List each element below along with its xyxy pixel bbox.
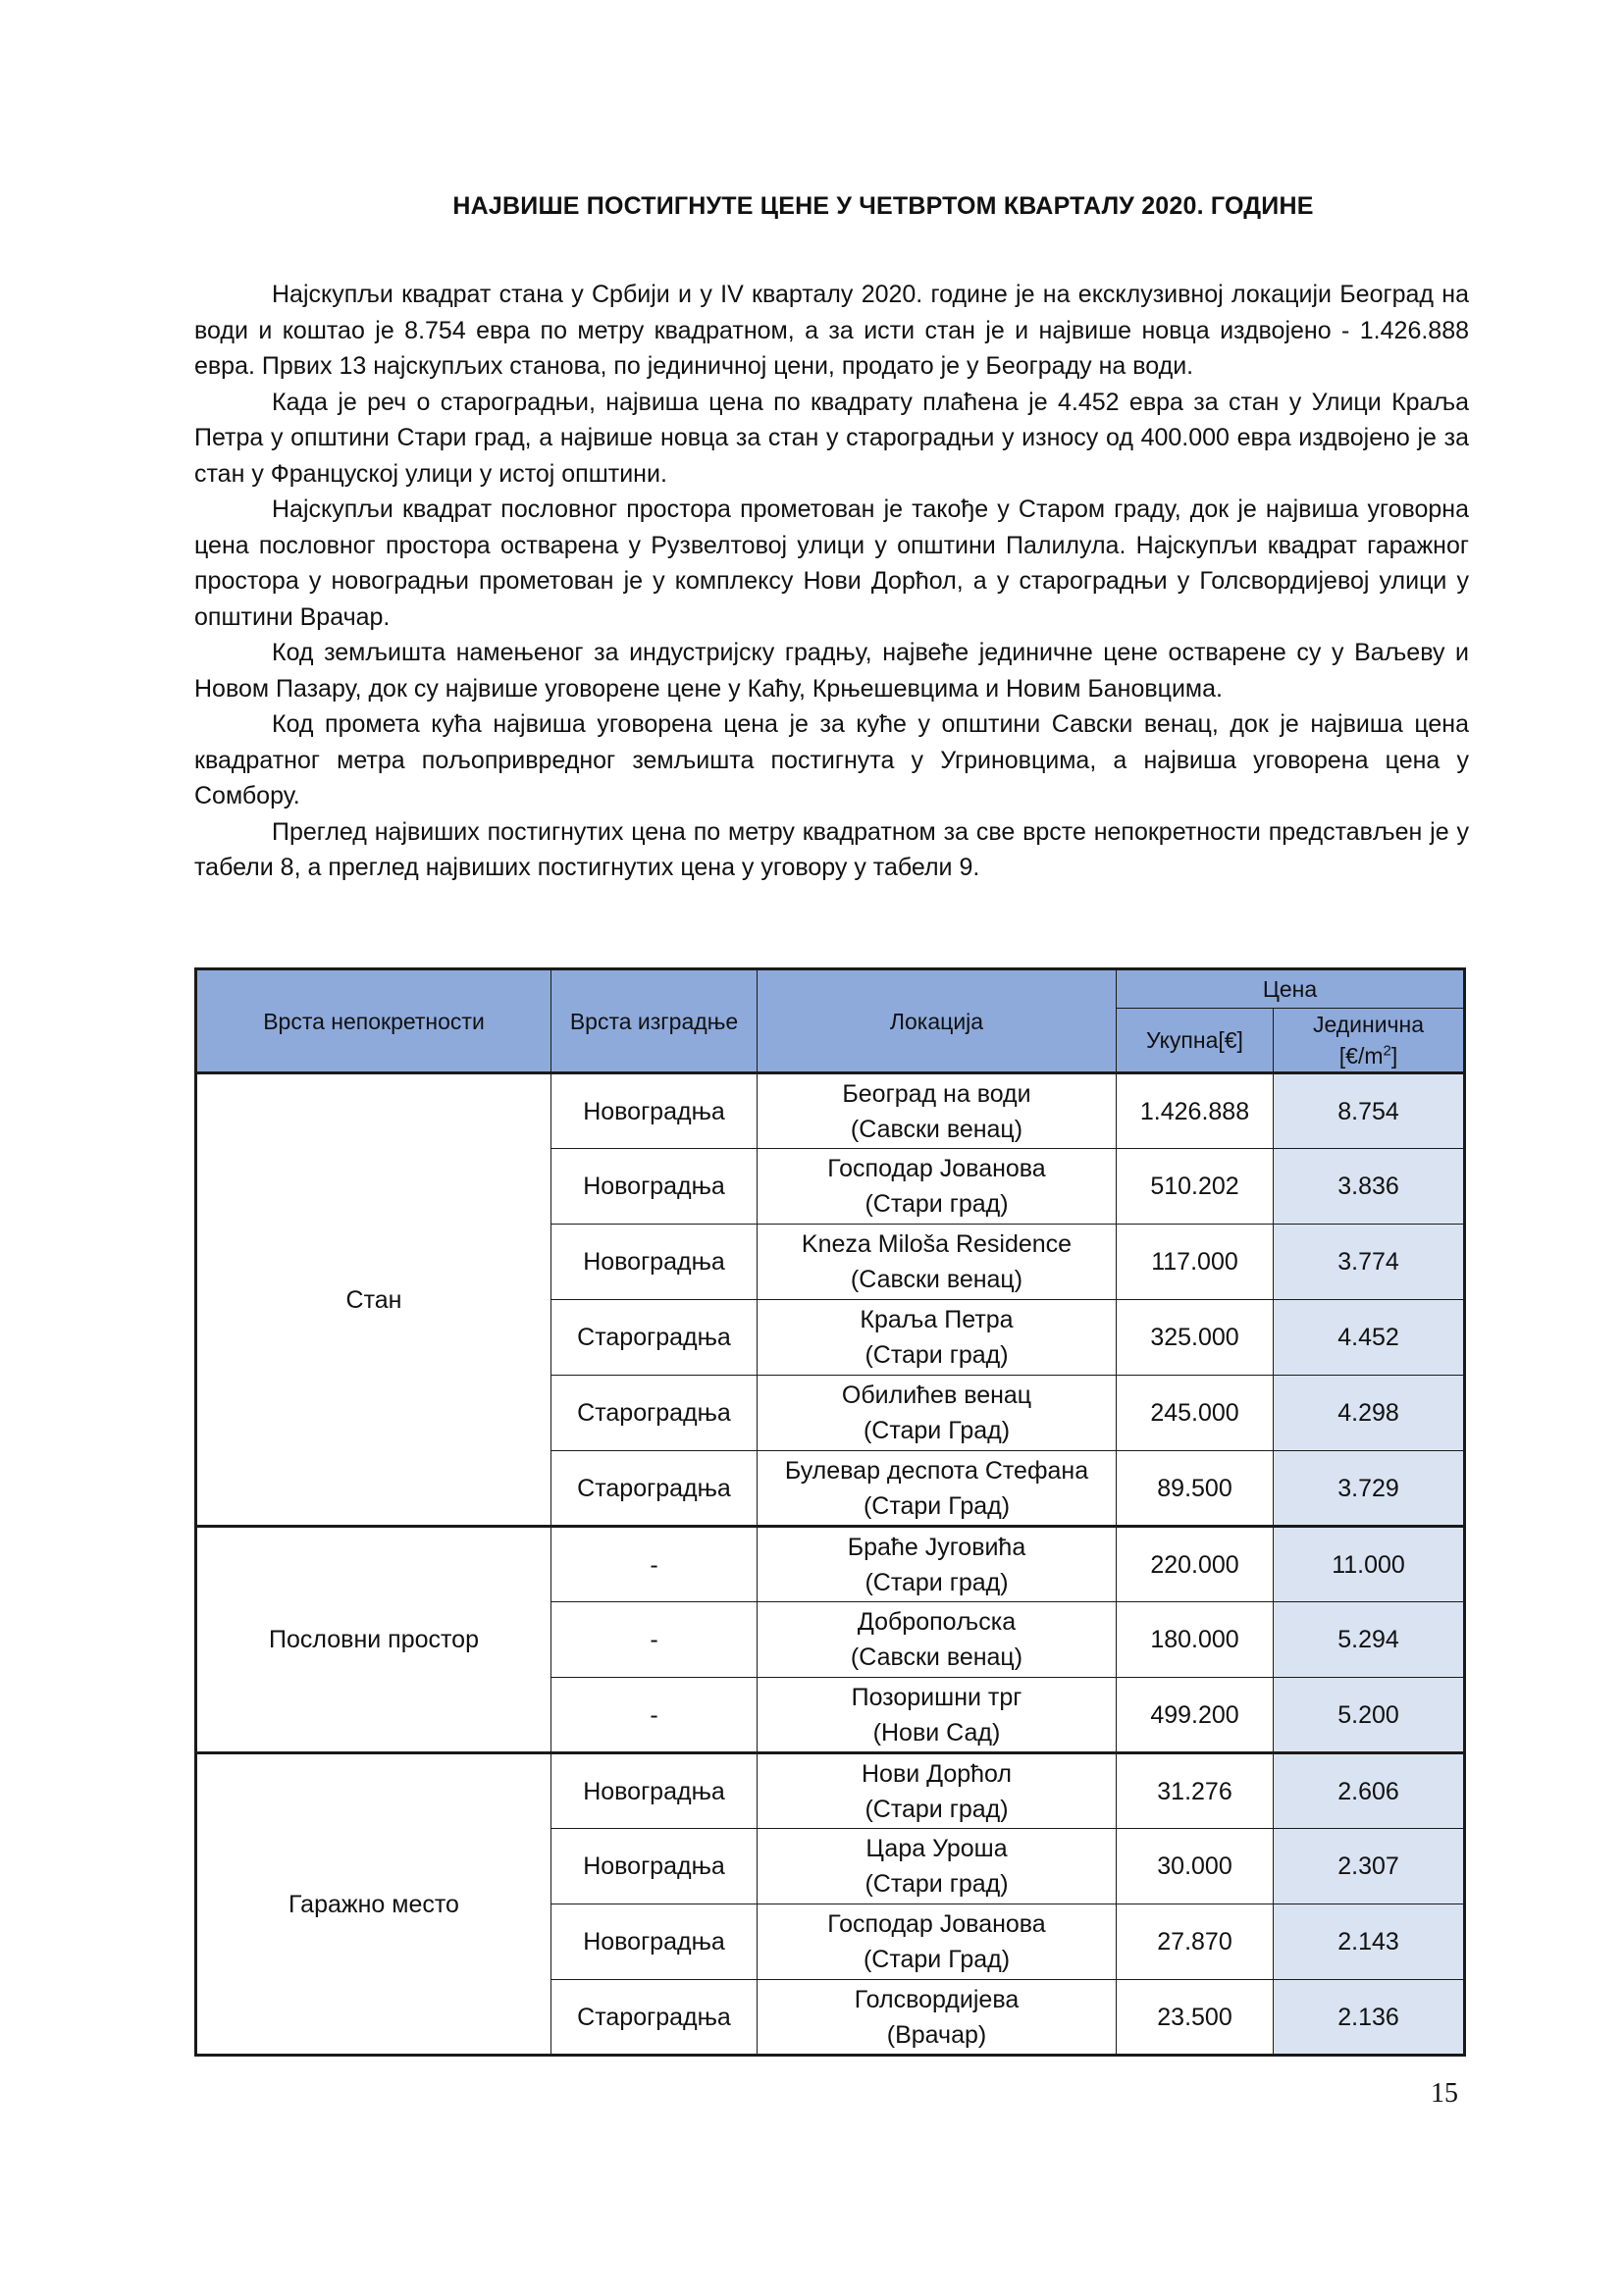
location-district: (Стари Град) [863,1491,1011,1520]
unit-price-cell: 2.136 [1274,1980,1465,2056]
location-name: Добропољска [857,1608,1017,1636]
table-group [196,1527,1465,1753]
location-name: Господар Јованова [827,1910,1046,1938]
header-price-group: Цена [1117,969,1465,1009]
header-total: Укупна[€] [1117,1009,1274,1073]
total-price-cell: 245.000 [1117,1376,1274,1451]
unit-price-cell: 3.729 [1274,1451,1465,1527]
location-cell [758,1753,1117,1829]
location-district: (Стари град) [864,1341,1009,1369]
construction-cell: Новоградња [551,1225,758,1300]
total-price-cell: 220.000 [1117,1527,1274,1602]
header-unit-sup: 2 [1383,1042,1391,1060]
header-unit-suffix: [€/m [1338,1043,1384,1069]
total-price-cell: 510.202 [1117,1149,1274,1225]
location-cell [758,1527,1117,1602]
header-unit-close: ] [1390,1043,1398,1069]
location-district: (Стари Град) [863,1946,1011,1973]
property-type-cell: Пословни простор [196,1527,551,1753]
unit-price-cell: 3.774 [1274,1225,1465,1300]
total-price-cell: 325.000 [1117,1300,1274,1376]
location-name: Краља Петра [860,1306,1014,1333]
unit-price-cell: 11.000 [1274,1527,1465,1602]
location-cell [758,1829,1117,1904]
unit-price-cell: 2.606 [1274,1753,1465,1829]
location-name: Београд на води [842,1079,1031,1108]
location-name: Булевар деспота Стефана [784,1456,1089,1485]
location-district: (Стари град) [864,1568,1009,1596]
location-district: (Нови Сад) [872,1718,1001,1747]
total-price-cell: 180.000 [1117,1602,1274,1678]
construction-cell: Новоградња [551,1149,758,1225]
location-name: Господар Јованова [827,1155,1046,1182]
header-construction-type: Врста изградње [551,969,758,1073]
unit-price-cell: 4.452 [1274,1300,1465,1376]
location-district: (Савски венац) [850,1266,1023,1293]
table-header [196,969,1465,1073]
location-cell [758,1376,1117,1451]
location-name: Kneza Miloša Residence [801,1230,1073,1258]
page-title: НАЈВИШЕ ПОСТИГНУТЕ ЦЕНЕ У ЧЕТВРТОМ КВАРТАЛУ 2020. ГОДИНЕ [452,192,1314,220]
paragraph-2: Када је реч о староградњи, највиша цена по квадрату плаћена је 4.452 евра за стан у Улици Краља Петра у општини Стари град, а највише новца за стан у староградњи у износу од 400.000 евра издвојено је за стан у Француској улици у истој општини. [194,388,1469,488]
location-cell [758,1149,1117,1225]
location-name: Позоришни трг [851,1683,1022,1711]
construction-cell: - [551,1527,758,1602]
header-location: Локација [758,969,1117,1073]
unit-price-cell: 3.836 [1274,1149,1465,1225]
total-price-cell: 117.000 [1117,1225,1274,1300]
construction-cell: Новоградња [551,1904,758,1980]
prices-table [194,967,1466,2057]
construction-cell: Новоградња [551,1829,758,1904]
location-cell [758,1300,1117,1376]
total-price-cell: 30.000 [1117,1829,1274,1904]
construction-cell: Новоградња [551,1073,758,1149]
location-name: Нови Дорћол [861,1759,1012,1788]
construction-cell: Старoградња [551,1300,758,1376]
body-text [194,277,1469,886]
table-row [196,1073,1465,1149]
paragraph-1: Најскупљи квадрат стана у Србији и у IV кварталу 2020. године је на ексклузивној локацији Београд на води и коштао је 8.754 евра по метру квадратном, а за исти стан је и највише новца издвојено - 1.426.888 евра. Првих 13 најскупљих станова, по јединичној цени, продато је у Београду на води. [194,281,1469,380]
table-row [196,1527,1465,1602]
location-name: Браће Југовића [847,1533,1026,1561]
paragraph-3: Најскупљи квадрат пословног простора прометован је такође у Старом граду, док је највиша уговорна цена пословног простора остварена у Рузвелтовој улици у општини Палилула. Најскупљи квадрат гаражног простора у новоградњи прометован је у комплексу Нови Дорћол, а у староградњи у Голсвордијевој улици у општини Врачар. [194,496,1469,631]
table-group [196,1073,1465,1527]
location-cell [758,1602,1117,1678]
total-price-cell: 23.500 [1117,1980,1274,2056]
location-cell [758,1904,1117,1980]
location-district: (Стари град) [864,1795,1009,1823]
page-number: 15 [1431,2078,1458,2109]
header-unit [1274,1009,1465,1073]
table-group [196,1753,1465,2056]
construction-cell: - [551,1678,758,1753]
location-district: (Савски венац) [850,1115,1023,1143]
property-type-cell: Гаражно место [196,1753,551,2056]
unit-price-cell: 5.200 [1274,1678,1465,1753]
unit-price-cell: 2.143 [1274,1904,1465,1980]
header-unit-prefix: Јединична [1312,1012,1425,1037]
location-cell [758,1980,1117,2056]
location-district: (Стари град) [864,1190,1009,1218]
location-district: (Стари Град) [863,1417,1011,1444]
header-property-type: Врста непокретности [196,969,551,1073]
location-district: (Врачар) [886,2020,987,2049]
location-cell [758,1451,1117,1527]
total-price-cell: 499.200 [1117,1678,1274,1753]
unit-price-cell: 2.307 [1274,1829,1465,1904]
paragraph-5: Код промета кућа највиша уговорена цена је за куће у општини Савски венац, док је највиша цена квадратног метра пољопривредног земљишта постигнута у Угриновцима, а највиша уговорена цена у Сомбору. [194,710,1469,809]
construction-cell: Старoградња [551,1451,758,1527]
location-cell [758,1225,1117,1300]
construction-cell: - [551,1602,758,1678]
location-name: Цара Уроша [865,1835,1008,1862]
total-price-cell: 27.870 [1117,1904,1274,1980]
location-name: Голсвордијева [854,1985,1020,2013]
location-district: (Стари град) [864,1870,1009,1898]
paragraph-4: Код земљишта намењеног за индустријску градњу, највеће јединичне цене остварене су у Ваљеву и Новом Пазару, док су највише уговорене цене у Каћу, Крњешевцима и Новим Бановцима. [194,639,1469,703]
location-cell [758,1678,1117,1753]
paragraph-6: Преглед највиших постигнутих цена по метру квадратном за све врсте непокретности представљен је у табели 8, а преглед највиших постигнутих цена у уговору у табели 9. [194,817,1469,881]
total-price-cell: 89.500 [1117,1451,1274,1527]
unit-price-cell: 5.294 [1274,1602,1465,1678]
unit-price-cell: 8.754 [1274,1073,1465,1149]
unit-price-cell: 4.298 [1274,1376,1465,1451]
location-district: (Савски венац) [850,1643,1023,1671]
construction-cell: Старoградња [551,1376,758,1451]
location-cell [758,1073,1117,1149]
property-type-cell: Стан [196,1073,551,1527]
location-name: Обилићев венац [841,1382,1032,1409]
construction-cell: Новоградња [551,1753,758,1829]
total-price-cell: 1.426.888 [1117,1073,1274,1149]
table-row [196,1753,1465,1829]
construction-cell: Старoградња [551,1980,758,2056]
total-price-cell: 31.276 [1117,1753,1274,1829]
